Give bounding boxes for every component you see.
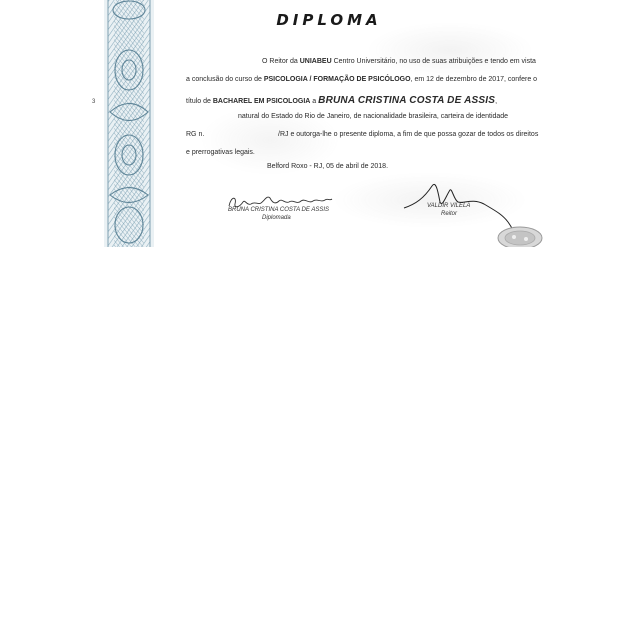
nationality-line: natural do Estado do Rio de Janeiro, de nacionalidade brasileira, carteira de identidade bbox=[238, 113, 509, 120]
diploma-scan bbox=[0, 0, 640, 247]
place-date: Belford Roxo - RJ, 05 de abril de 2018. bbox=[267, 163, 389, 170]
course-prefix: a conclusão do curso de bbox=[186, 76, 264, 83]
prerogatives-line: e prerrogativas legais. bbox=[186, 149, 255, 156]
rg-suffix: /RJ e outorga-lhe o presente diploma, a fim de que possa gozar de todos os direitos bbox=[278, 131, 539, 138]
degree-connector: a bbox=[310, 98, 319, 105]
degree-prefix: título de bbox=[186, 98, 213, 105]
decorative-border-strip bbox=[104, 0, 154, 247]
course-suffix: , em 12 de dezembro de 2017, confere o bbox=[410, 76, 538, 83]
embossed-seal-image bbox=[494, 222, 546, 247]
degree-end: , bbox=[495, 98, 498, 105]
course-line bbox=[186, 76, 537, 83]
graduate-printed-name: BRUNA CRISTINA COSTA DE ASSIS bbox=[228, 207, 330, 213]
graduate-role: Diplomada bbox=[262, 215, 291, 221]
rector-printed-name: VALDIR VILELA bbox=[427, 203, 471, 209]
degree-name: BACHAREL EM PSICOLOGIA bbox=[212, 98, 311, 105]
degree-line bbox=[186, 95, 497, 106]
intro-line bbox=[262, 58, 536, 65]
intro-suffix: Centro Universitário, no uso de suas atribuições e tendo em vista bbox=[331, 58, 536, 65]
rector-role: Reitor bbox=[441, 211, 458, 217]
intro-prefix: O Reitor da bbox=[262, 58, 300, 65]
graduate-name: BRUNA CRISTINA COSTA DE ASSIS bbox=[318, 95, 496, 106]
course-name: PSICOLOGIA / FORMAÇÃO DE PSICÓLOGO bbox=[263, 76, 411, 83]
margin-mark: 3 bbox=[92, 99, 96, 105]
diploma-title: DIPLOMA bbox=[276, 11, 382, 29]
background-watermark bbox=[150, 0, 610, 247]
institution-name: UNIABEU bbox=[299, 58, 332, 65]
rg-label: RG n. bbox=[186, 131, 205, 138]
